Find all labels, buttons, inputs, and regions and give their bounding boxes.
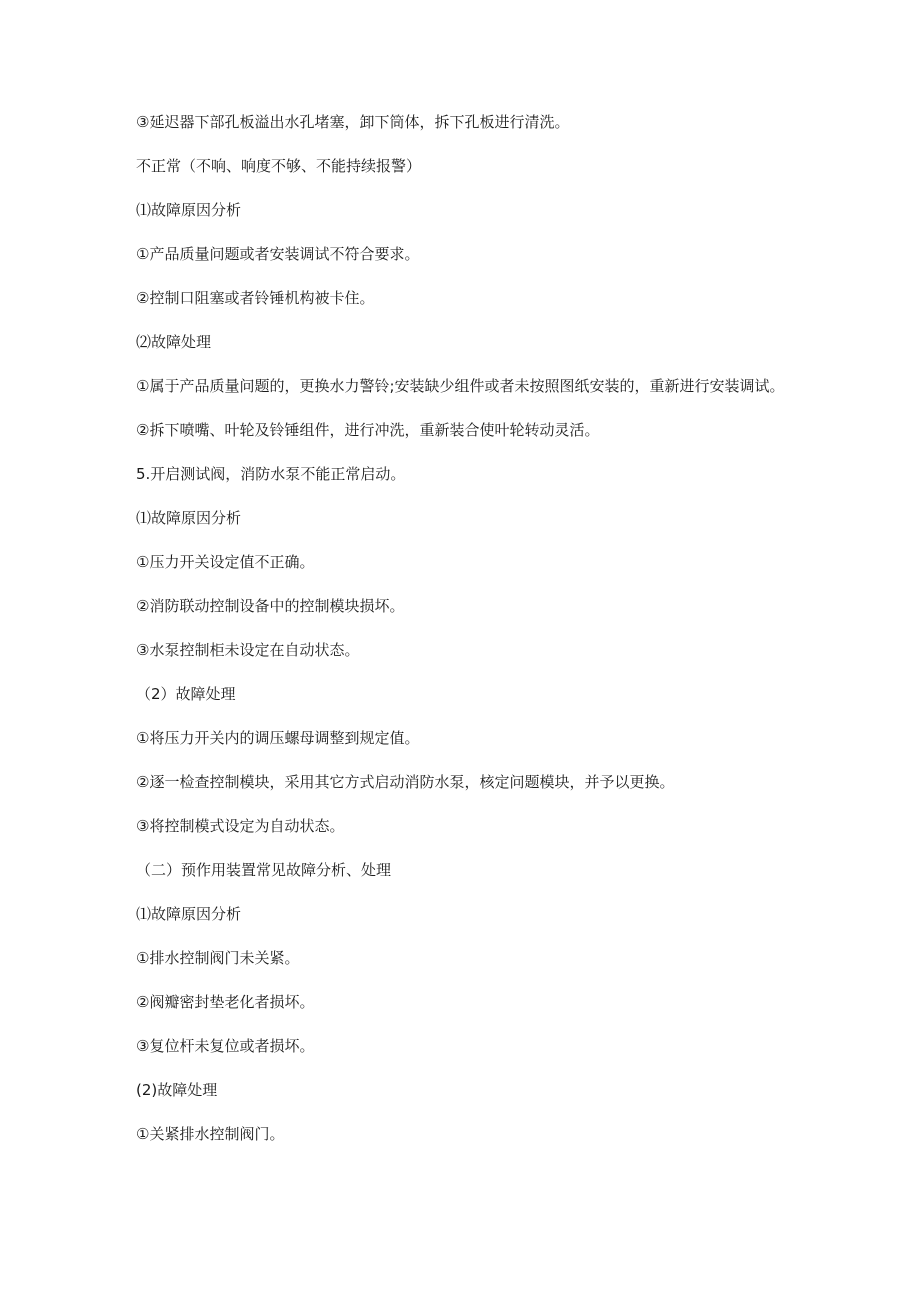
paragraph: ⑵故障处理 [136, 333, 212, 351]
paragraph: ③延迟器下部孔板溢出水孔堵塞，卸下筒体，拆下孔板进行清洗。 [136, 113, 570, 131]
paragraph: ③将控制模式设定为自动状态。 [136, 817, 345, 835]
paragraph: ①压力开关设定值不正确。 [136, 553, 315, 571]
paragraph: ①产品质量问题或者安装调试不符合要求。 [136, 245, 420, 263]
paragraph: ①排水控制阀门未关紧。 [136, 949, 300, 967]
paragraph: ②逐一检查控制模块，采用其它方式启动消防水泵，核定问题模块，并予以更换。 [136, 773, 675, 791]
paragraph: ①属于产品质量问题的，更换水力警铃;安装缺少组件或者未按照图纸安装的，重新进行安装调试。 [136, 377, 785, 395]
section-heading: （二）预作用装置常见故障分析、处理 [136, 861, 392, 879]
paragraph: ①关紧排水控制阀门。 [136, 1125, 285, 1143]
paragraph: ⑴故障原因分析 [136, 509, 242, 527]
paragraph: （2）故障处理 [136, 685, 236, 703]
paragraph: 不正常（不响、响度不够、不能持续报警） [136, 157, 422, 175]
paragraph: ②阀瓣密封垫老化者损坏。 [136, 993, 315, 1011]
paragraph: ②控制口阻塞或者铃锤机构被卡住。 [136, 289, 375, 307]
paragraph: ⑴故障原因分析 [136, 201, 242, 219]
paragraph: ②拆下喷嘴、叶轮及铃锤组件，进行冲洗，重新装合使叶轮转动灵活。 [136, 421, 600, 439]
paragraph: ①将压力开关内的调压螺母调整到规定值。 [136, 729, 420, 747]
paragraph: ③水泵控制柜未设定在自动状态。 [136, 641, 360, 659]
document-body [136, 111, 786, 1167]
section-heading: 5.开启测试阀，消防水泵不能正常启动。 [136, 465, 406, 483]
paragraph: ⑴故障原因分析 [136, 905, 242, 923]
paragraph: (2)故障处理 [136, 1081, 218, 1099]
paragraph: ③复位杆未复位或者损坏。 [136, 1037, 315, 1055]
paragraph: ②消防联动控制设备中的控制模块损坏。 [136, 597, 405, 615]
